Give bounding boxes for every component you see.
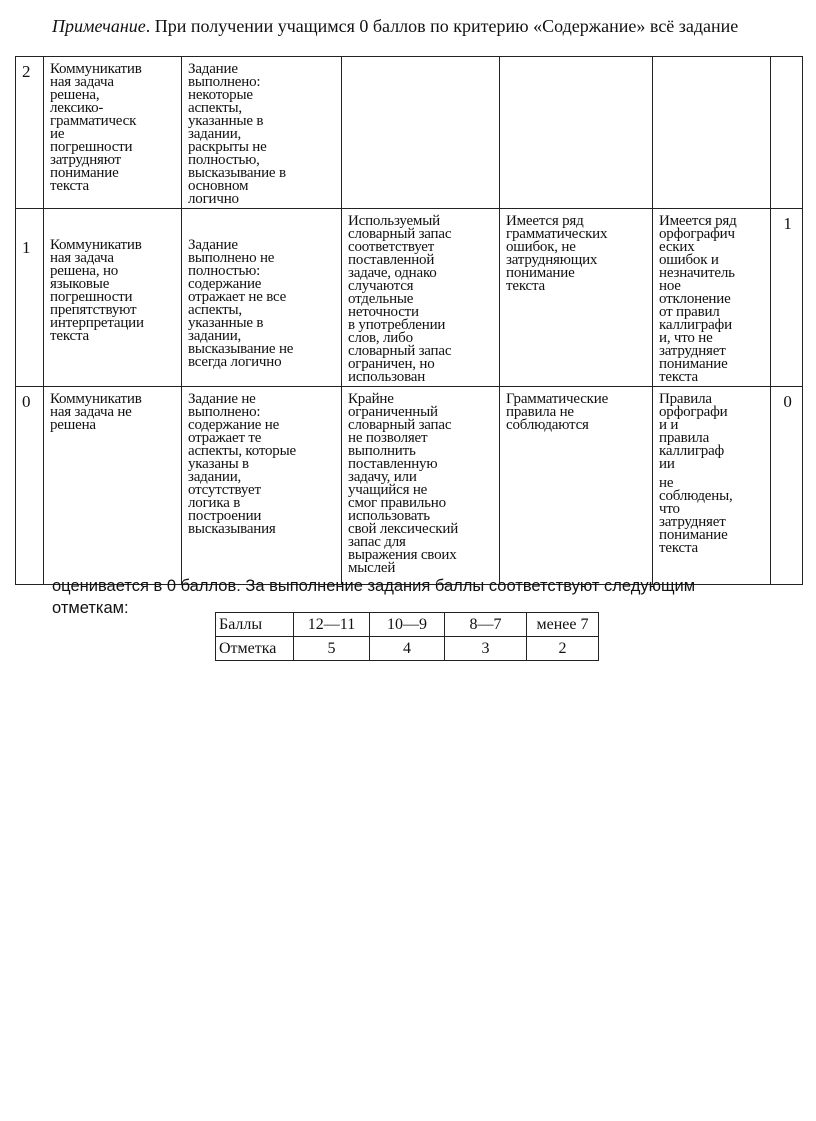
table-row-score-1 (16, 209, 803, 387)
criteria-table (15, 56, 803, 585)
score-cell: 1 (16, 209, 44, 387)
grammar-cell: Имеется ряд грамматических ошибок, не затрудняющих понимание текста (500, 209, 653, 387)
grades-table (215, 612, 599, 661)
vocabulary-cell: Используемый словарный запас соответствует поставленной задаче, однако случаются отдельные неточности в употреблении слов, либо словарный запас ограничен, но использован (342, 209, 500, 387)
mark-header: Отметка (216, 637, 294, 661)
empty-cell (500, 57, 653, 209)
empty-cell (342, 57, 500, 209)
score-right-cell: 0 (771, 387, 803, 585)
mark-cell: 3 (445, 637, 527, 661)
vocabulary-cell: Крайне ограниченный словарный запас не позволяет выполнить поставленную задачу, или учащийся не смог правильно использовать свой лексический запас для выражения своих мыслей (342, 387, 500, 585)
points-cell: менее 7 (527, 613, 599, 637)
mark-cell: 4 (370, 637, 445, 661)
content-cell: Задание выполнено: некоторые аспекты, указанные в задании, раскрыты не полностью, высказывание в основном логично (182, 57, 342, 209)
score-right-cell: 1 (771, 209, 803, 387)
points-cell: 8—7 (445, 613, 527, 637)
empty-cell (771, 57, 803, 209)
score-cell: 2 (16, 57, 44, 209)
content-cell: Задание выполнено не полностью: содержание отражает не все аспекты, указанные в задании, высказывание не всегда логично (182, 209, 342, 387)
spelling-cell: Правила орфографи и и правила каллиграф ии не соблюдены, что затрудняет понимание текста (653, 387, 771, 585)
grades-points-row (216, 613, 599, 637)
points-cell: 12—11 (294, 613, 370, 637)
note-label: Примечание (52, 16, 146, 36)
note-text: . При получении учащимся 0 баллов по критерию «Содержание» всё задание (145, 16, 739, 36)
mark-cell: 2 (527, 637, 599, 661)
grades-marks-row (216, 637, 599, 661)
communicative-cell: Коммуникатив ная задача решена, но языковые погрешности препятствуют интерпретации текста (44, 209, 182, 387)
points-cell: 10—9 (370, 613, 445, 637)
grammar-cell: Грамматические правила не соблюдаются (500, 387, 653, 585)
points-header: Баллы (216, 613, 294, 637)
communicative-cell: Коммуникатив ная задача решена, лексико- грамматическ ие погрешности затрудняют понимание текста (44, 57, 182, 209)
score-cell: 0 (16, 387, 44, 585)
note-line (52, 16, 738, 37)
table-row-score-0 (16, 387, 803, 585)
spelling-cell: Имеется ряд орфографич еских ошибок и незначитель ное отклонение от правил каллиграфи и, что не затрудняет понимание текста (653, 209, 771, 387)
table-row-score-2 (16, 57, 803, 209)
tail-paragraph: оценивается в 0 баллов. За выполнение задания баллы соответствуют следующим отметкам: (52, 577, 696, 617)
communicative-cell: Коммуникатив ная задача не решена (44, 387, 182, 585)
content-cell: Задание не выполнено: содержание не отражает те аспекты, которые указаны в задании, отсутствует логика в построении высказывания (182, 387, 342, 585)
empty-cell (653, 57, 771, 209)
mark-cell: 5 (294, 637, 370, 661)
